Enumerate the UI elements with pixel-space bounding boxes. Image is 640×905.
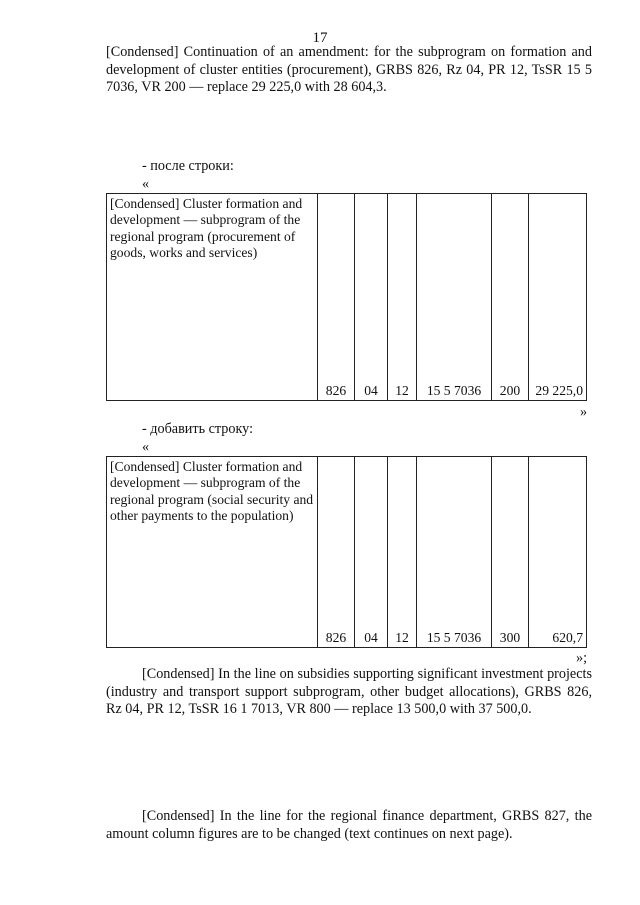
pr-cell: 12 <box>388 457 417 648</box>
grbs-cell: 826 <box>318 194 355 401</box>
csr-cell: 15 5 7036 <box>417 194 492 401</box>
rz-cell: 04 <box>355 457 388 648</box>
open-quote: « <box>142 176 150 192</box>
after-line-label: - после строки: <box>142 158 234 174</box>
vr-cell: 200 <box>492 194 529 401</box>
page-number: 17 <box>312 30 328 46</box>
table-row <box>107 457 587 648</box>
close-quote: » <box>580 404 588 420</box>
add-line-label: - добавить строку: <box>142 421 254 437</box>
finance-department-paragraph: [Condensed] In the line for the regional finance department, GRBS 827, the amount column figures are to be changed (text continues on next page). <box>106 808 592 842</box>
amendment-paragraph: [Condensed] Continuation of an amendment: for the subprogram on formation and development of cluster entities (procurement), GRBS 826, Rz 04, PR 12, TsSR 15 5 7036, VR 200 — replace 29 225,0 with 28 604,3. <box>106 44 592 96</box>
vr-cell: 300 <box>492 457 529 648</box>
open-quote: « <box>142 439 150 455</box>
row-description: [Condensed] Cluster formation and development — subprogram of the regional program (procurement of goods, works and services) <box>107 194 318 401</box>
table-row <box>107 194 587 401</box>
subsidies-paragraph: [Condensed] In the line on subsidies supporting significant investment projects (industry and transport support subprogram, other budget allocations), GRBS 826, Rz 04, PR 12, TsSR 16 1 7013, VR 800 — replace 13 500,0 with 37 500,0. <box>106 666 592 718</box>
sum-cell: 29 225,0 <box>529 194 587 401</box>
csr-cell: 15 5 7036 <box>417 457 492 648</box>
budget-table-existing <box>106 193 587 401</box>
grbs-cell: 826 <box>318 457 355 648</box>
pr-cell: 12 <box>388 194 417 401</box>
rz-cell: 04 <box>355 194 388 401</box>
close-quote: »; <box>576 650 588 666</box>
budget-table-new <box>106 456 587 648</box>
sum-cell: 620,7 <box>529 457 587 648</box>
row-description: [Condensed] Cluster formation and development — subprogram of the regional program (social security and other payments to the population) <box>107 457 318 648</box>
